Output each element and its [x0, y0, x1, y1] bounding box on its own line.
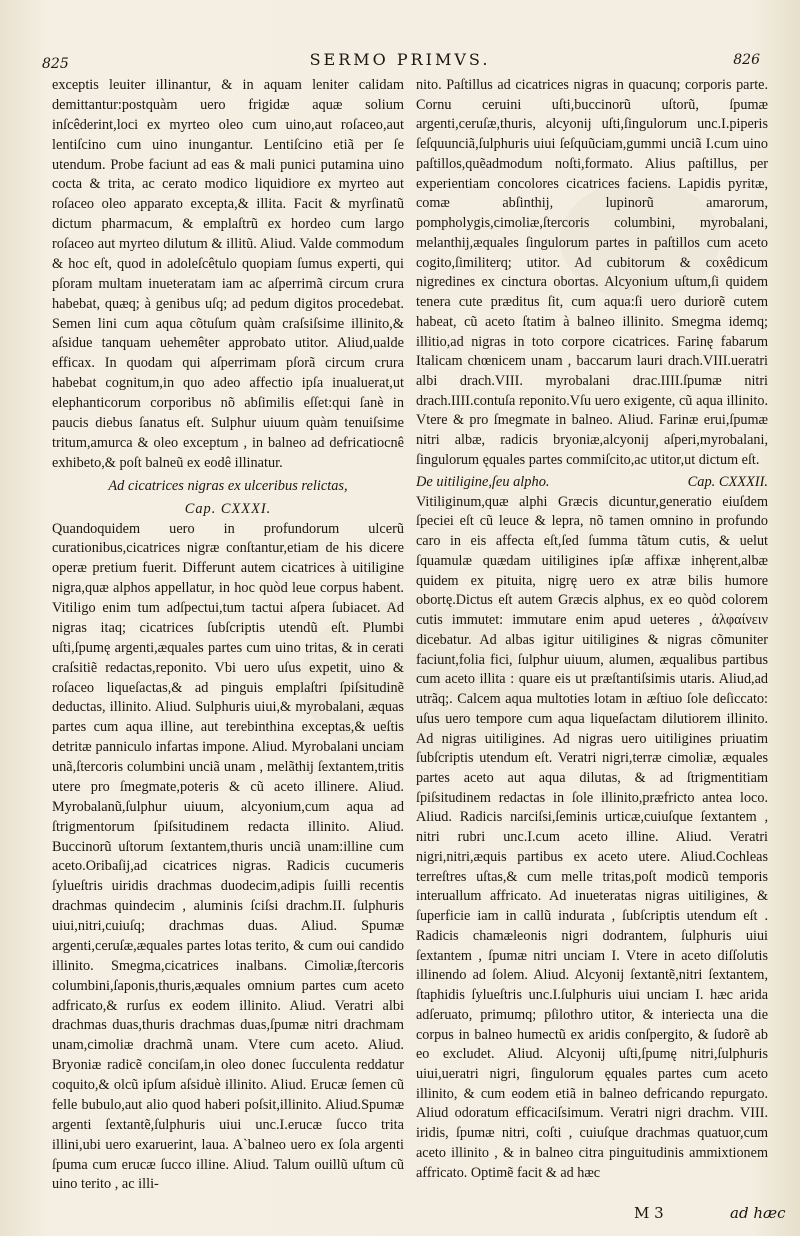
running-header — [0, 48, 800, 74]
section-heading-line — [416, 471, 768, 493]
paragraph: nito. Paſtillus ad cicatrices nigras in quacunq; corporis parte. Cornu ceruini uſti,buccinorũ uſtorũ, ſpumæ argenti,ceruſæ,thuris, alcyonij uſti,ſingulorum unc.I.piperis ſeſquunciã,ſulphuris uiui ſeſquũciam,gummi unciã I.cum uino paſtillos,quẽadmodum noſti,formato. Alius paſtillus, per experientiam concolores cicatrices faciens. Lapidis pyritæ, comæ abſinthij, lupinorũ amarorum, pompholygis,cimoliæ,ſtercoris columbini, myrobalani, melanthij,æquales ſingulorum partes in paſtillos cum aceto cogito,ſimiliterq; utitor. Ad cubitorum & coxêdicum nigredines ex cinctura obortas. Alcyonium uſtum,ſi quidem tenera cute præditus ſit, cum aqua:ſi uero duriorẽ cutem habeat, cũ aceto ſtatim à balneo illinito. Smegma idemq; illitio,ad nigras in toto corpore cicatrices. Farinę fabarum Italicam chœnicem unam , baccarum lauri drach.VIII.ueratri albi drach.VIII. myrobalani drac.IIII.ſpumæ nitri drach.IIII.contuſa reponito.Vſu uero exigente, cũ aqua illinito. Vtere & pro ſmegmate in balneo. Aliud. Farinæ erui,ſpumæ nitri albæ, radicis bryoniæ,alcyonij aſperi,myrobalani, ſingulorum ęquales partes commiſcito,ac utitor,ut dictum eſt. — [416, 77, 768, 468]
paragraph: exceptis leuiter illinantur, & in aquam leniter calidam demittantur:postquàm uero frigidæ aquæ solium inſcêderint,loci ex myrteo oleo cum uino,aut roſaceo,aut lentiſcino cum uino inungantur. Lentiſcino etiã per ſe utendum. Probe faciunt ad eas & mali punici putamina uino cocta & trita, ac cerato modico liquidiore ex myrteo aut roſaceo oleo apparato excepta,& illita. Facit & myrſinatũ dictum pharmacum, & emplaſtrũ ex hordeo cum largo roſaceo aut myrteo dilutum & illitũ. Aliud. Valde commodum & hoc eſt, quod in adoleſcêtulo quopiam ſumus experti, qui pſoram multam inueteratam iam ac aſperrimã circum crura habebat, quæq; à genibus uſq; ad pedum digitos procedebat. Semen lini cum aqua cõtuſum quàm craſsiſsime illinito,& aſsidue tanquam uehemêter approbato utitor. Aliud,ualde efficax. In quodam qui aſperrimam pſorã circum crura habebat cognitum,in quo adeo affectio ipſa inualuerat,ut elephanticorum corporibus nõ abſimilis eſſet:qui ſanè in paucis diebus ſanatus eſt. Sulphur uiuum quàm tenuiſsime tritum,amurca & oleo exceptum , in balneo ad defricatiocnê exhibeto,& poſt balneũ ex eodê illinatur. — [52, 77, 404, 471]
page-footer — [0, 1202, 800, 1228]
signature-mark: M 3 — [634, 1204, 664, 1222]
left-column — [52, 76, 404, 1195]
section-heading: Ad cicatrices nigras ex ulceribus relictas, — [108, 477, 348, 494]
paragraph: Quandoquidem uero in profundorum ulcerũ curationibus,cicatrices nigræ conſtantur,etiam de his dicere operæ pretium fuerit. Differunt autem cicatrices à uitiligine nigra,quæ alphos appellatur, in hoc quòd leue corpus habent. Vitiligo enim tum adſpectui,tum tactui aſpera ſubiacet. Ad nigras itaq; cicatrices ſubſcriptis utendũ eſt. Plumbi uſti,ſpumę argenti,æquales partes cum uino tritas, & in cerati craſsitiẽ redactas,reponito. Vbi uero uſus expetit, uino & roſaceo liqueſactas,& ad pinguis emplaſtri ſpiſsitudinẽ deductas, illinito. Aliud. Sulphuris uiui,& myrobalani, æquas partes cum aqua illine, aut terebinthina exceptas,& ueſtis detritæ panniculo infartas impone. Aliud. Myrobalani unciam unã,ſtercoris columbini unciã unam , melãthij ſextantem,tritis utere pro ſmegmate,poteris & cũ aceto illinere. Aliud. Myrobalanũ,ſulphur uiuum, alcyonium,cum aqua ad ſtrigmentorum ſpiſsitudinem redacta illinito. Aliud. Buccinorũ uſtorum ſextantem,thuris unciã unam:illine cum aceto.Oribaſij,ad cicatrices nigras. Radicis cucumeris ſylueſtris uiridis drachmas duodecim,adipis ſuilli recentis drachmas quindecim , aluminis ſciſsi drachm.II. ſulphuris uiui,nitri,cuiuſq; drachmas duas. Aliud. Spumæ argenti,ceruſæ,æquales partes lotas terito, & cum oui candido illinito. Smegma,cicatrices inalbans. Cimoliæ,ſtercoris columbini,ſaponis,thuris,æquales omnium partes cum aceto adfricato,& rurſus ex eodem illinito. Aliud. Veratri albi drachmas duas,thuris drachmas duas,ſpumæ nitri drachmam unam,cimoliæ drachmã unam. Vtere cum aceto. Aliud. Bryoniæ radicẽ conciſam,in oleo donec ſucculenta reddatur coquito,& olcũ ipſum aſsiduè illinito. Aliud. Erucæ ſemen cũ felle bubulo,aut alio quod haberi poſsit,illinito. Aliud.Spumæ argenti ſextantẽ,ſulphuris uiui unc.I.erucæ ſucco trita illini,ubi uero exaruerint, laua. A`balneo uero ex ſola argenti ſpuma cum erucæ ſucco illine. Aliud. Talum ouillũ uſtum cũ uino terito , ac illi- — [52, 520, 404, 1193]
chapter-number: Cap. CXXXI. — [184, 500, 272, 517]
section-heading: De uitiligine,ſeu alpho. — [416, 473, 550, 490]
paragraph: Vitiliginum,quæ alphi Græcis dicuntur,generatio eiuſdem ſpeciei eſt cũ leuce & lepra, nõ tamen omnino in profundo caro in eis affecta eſt,ſed ſumma tãtum cutis, & uelut ſquamulæ quædam uitiligines ipſæ affixæ inhęrent,albæ quidem ex pituita, nigrę uero ex atræ bilis humore obortę.Dictus eſt autem Græcis alphus, ex eo quòd colorem cutis immutet: immutare enim apud ueteres , ἀλφαίνειν dicebatur. Ad albas igitur uitiligines & nigras cõmuniter faciunt,folia fici, ſulphur uiuum, alumen, æqualibus partibus cum aceto illita : quare eis ut præſtantiſsimis utaris. Aliud,ad utrãq;. Calcem aqua multoties lotam in æſtiuo ſole deſiccato: uſus uero tempore cum aqua liqueſactam dilutiorem illinito. Ad nigras uitiligines. Ad nigras uero uitiligines priuatim ſubſcriptis utendum eſt. Veratri nigri,terræ cimoliæ, æquales partes aceto aut aqua dilutas, & ad ſtrigmentitiam ſpiſsitudinem redactas in ſole illinito,præfricto antea loco. Aliud. Radicis narciſsi,ſeminis urticæ,cuiuſque ſextantem , nitri rubri unc.I.cum aceto illine. Aliud. Veratri nigri,nitri,æquis partibus ex aceto utere. Aliud.Cochleas terreſtres uſtas,& cum melle tritas,poſt modicũ temporis interuallum affricato. Ad inueteratas nigras uitiligines, & ſuperficie iam in callũ indurata , ſubſcriptis utendum eſt . Radicis chamæleonis nigri dodrantem, ſulphuris uiui ſextantem , ſpumæ nitri unciam I. Vtere in aceto diſſolutis illinendo ad ſolem. Aliud. Alcyonij ſextantẽ,nitri ſextantem, ſtaphidis ſylueſtris unc.I.ſulphuris uiui unciam I. hæc arida adſeruato, primumq; pſilothro utitor, & interiecta una die corpus in balneo humectũ ex aridis conſpergito, & ſudorẽ ab eo excludet. Aliud. Alcyonij uſti,ſpumę nitri,ſulphuris uiui,ueratri nigri, ſingulorum ęquales partes cum aceto illinito, & cum eodem etiã in balneo defricando repurgato. Aliud odoratum efficaciſsimum. Veratri nigri drachm. VIII. iridis, ſpumæ nitri, coſti , cuiuſque drachmas quatuor,cum aceto illinito , & in balneo citra pinguitudinis ammixtionem affricato. Optimẽ facit & ad hæc — [416, 493, 768, 1181]
catchword: ad hæc — [730, 1204, 786, 1222]
running-title: SERMO PRIMVS. — [309, 50, 491, 69]
page-number-left: 825 — [42, 56, 69, 72]
page-number-right: 826 — [733, 52, 760, 68]
chapter-number: Cap. CXXXII. — [687, 473, 768, 490]
right-column — [416, 76, 768, 1183]
